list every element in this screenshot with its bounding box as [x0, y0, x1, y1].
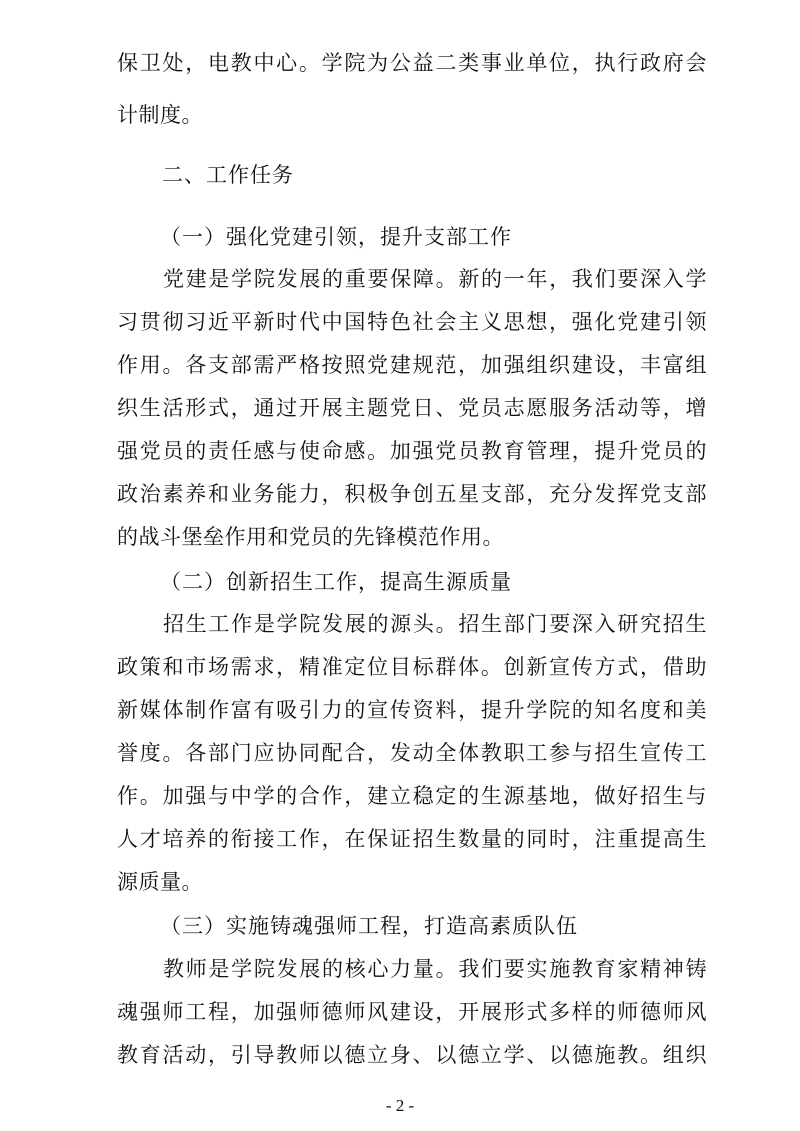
body-text-line: 保卫处，电教中心。学院为公益二类事业单位，执行政府会: [117, 51, 707, 75]
body-text-line: 织生活形式，通过开展主题党日、党员志愿服务活动等，增: [117, 396, 707, 420]
body-text-line: 誉度。各部门应协同配合，发动全体教职工参与招生宣传工: [117, 741, 707, 765]
body-text-line: 计制度。: [117, 103, 203, 127]
body-text-line: 人才培养的衔接工作，在保证招生数量的同时，注重提高生: [117, 827, 707, 851]
body-text-line: 作用。各支部需严格按照党建规范，加强组织建设，丰富组: [117, 353, 707, 377]
body-text-line: 教育活动，引导教师以德立身、以德立学、以德施教。组织: [117, 1043, 707, 1067]
page-number: - 2 -: [385, 1096, 415, 1115]
subsection-heading: （二）创新招生工作，提高生源质量: [160, 570, 512, 594]
body-text-line: 的战斗堡垒作用和党员的先锋模范作用。: [117, 525, 504, 549]
subsection-heading: （一）强化党建引领，提升支部工作: [160, 225, 512, 249]
body-text-line: 强党员的责任感与使命感。加强党员教育管理，提升党员的: [117, 439, 707, 463]
body-text-line: 作。加强与中学的合作，建立稳定的生源基地，做好招生与: [117, 784, 707, 808]
body-text-line: 党建是学院发展的重要保障。新的一年，我们要深入学: [163, 267, 707, 291]
section-title: 二、工作任务: [162, 163, 294, 187]
body-text-line: 政策和市场需求，精准定位目标群体。创新宣传方式，借助: [117, 655, 707, 679]
subsection-heading: （三）实施铸魂强师工程，打造高素质队伍: [160, 914, 578, 938]
body-text-line: 习贯彻习近平新时代中国特色社会主义思想，强化党建引领: [117, 310, 707, 334]
body-text-line: 新媒体制作富有吸引力的宣传资料，提升学院的知名度和美: [117, 698, 707, 722]
body-text-line: 教师是学院发展的核心力量。我们要实施教育家精神铸: [163, 957, 707, 981]
body-text-line: 源质量。: [117, 870, 203, 894]
body-text-line: 招生工作是学院发展的源头。招生部门要深入研究招生: [163, 612, 707, 636]
body-text-line: 魂强师工程，加强师德师风建设，开展形式多样的师德师风: [117, 1000, 707, 1024]
body-text-line: 政治素养和业务能力，积极争创五星支部，充分发挥党支部: [117, 482, 707, 506]
